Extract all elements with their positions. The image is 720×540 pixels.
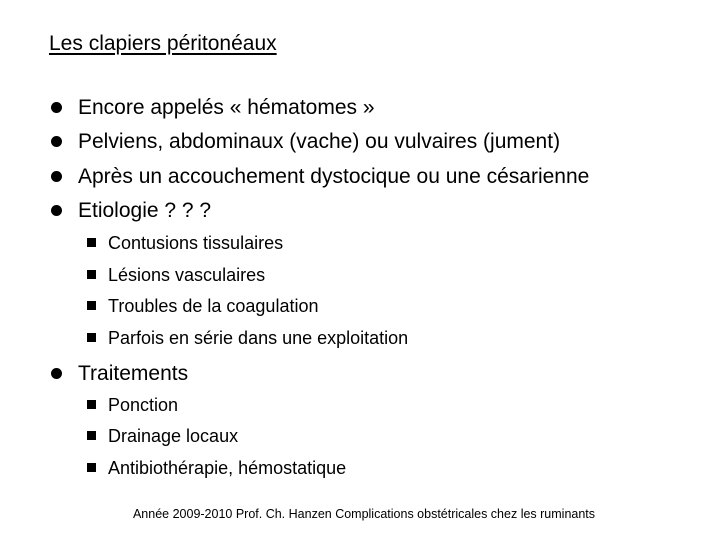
square-bullet-icon — [87, 463, 96, 472]
bullet-item — [78, 165, 589, 189]
slide-title: Les clapiers péritonéaux — [49, 32, 277, 55]
bullet-text: Après un accouchement dystocique ou une césarienne — [78, 165, 590, 188]
sub-bullet-text: Antibiothérapie, hémostatique — [108, 458, 347, 478]
sub-bullet-text: Ponction — [108, 395, 179, 415]
square-bullet-icon — [87, 301, 96, 310]
bullet-item — [78, 130, 560, 154]
sub-bullet-item — [108, 232, 283, 254]
sub-bullet-item — [108, 425, 238, 447]
round-bullet-icon — [51, 136, 62, 147]
round-bullet-icon — [51, 368, 62, 379]
bullet-item — [78, 96, 375, 120]
sub-bullet-item — [108, 327, 408, 349]
bullet-text: Etiologie ? ? ? — [78, 199, 212, 222]
slide-footer: Année 2009-2010 Prof. Ch. Hanzen Complications obstétricales chez les ruminants — [132, 507, 596, 521]
sub-bullet-text: Parfois en série dans une exploitation — [108, 328, 409, 348]
sub-bullet-item — [108, 394, 178, 416]
sub-bullet-item — [108, 457, 346, 479]
square-bullet-icon — [87, 431, 96, 440]
sub-bullet-text: Contusions tissulaires — [108, 233, 284, 253]
square-bullet-icon — [87, 333, 96, 342]
sub-bullet-text: Lésions vasculaires — [108, 265, 266, 285]
round-bullet-icon — [51, 205, 62, 216]
square-bullet-icon — [87, 238, 96, 247]
sub-bullet-text: Drainage locaux — [108, 426, 239, 446]
square-bullet-icon — [87, 400, 96, 409]
square-bullet-icon — [87, 270, 96, 279]
round-bullet-icon — [51, 171, 62, 182]
sub-bullet-item — [108, 264, 265, 286]
round-bullet-icon — [51, 102, 62, 113]
sub-bullet-item — [108, 295, 318, 317]
bullet-item — [78, 199, 211, 223]
bullet-text: Pelviens, abdominaux (vache) ou vulvaires (jument) — [78, 130, 561, 153]
bullet-item-traitements — [78, 362, 188, 386]
sub-bullet-text: Troubles de la coagulation — [108, 296, 319, 316]
bullet-text: Traitements — [78, 362, 189, 385]
bullet-text: Encore appelés « hématomes » — [78, 96, 375, 119]
